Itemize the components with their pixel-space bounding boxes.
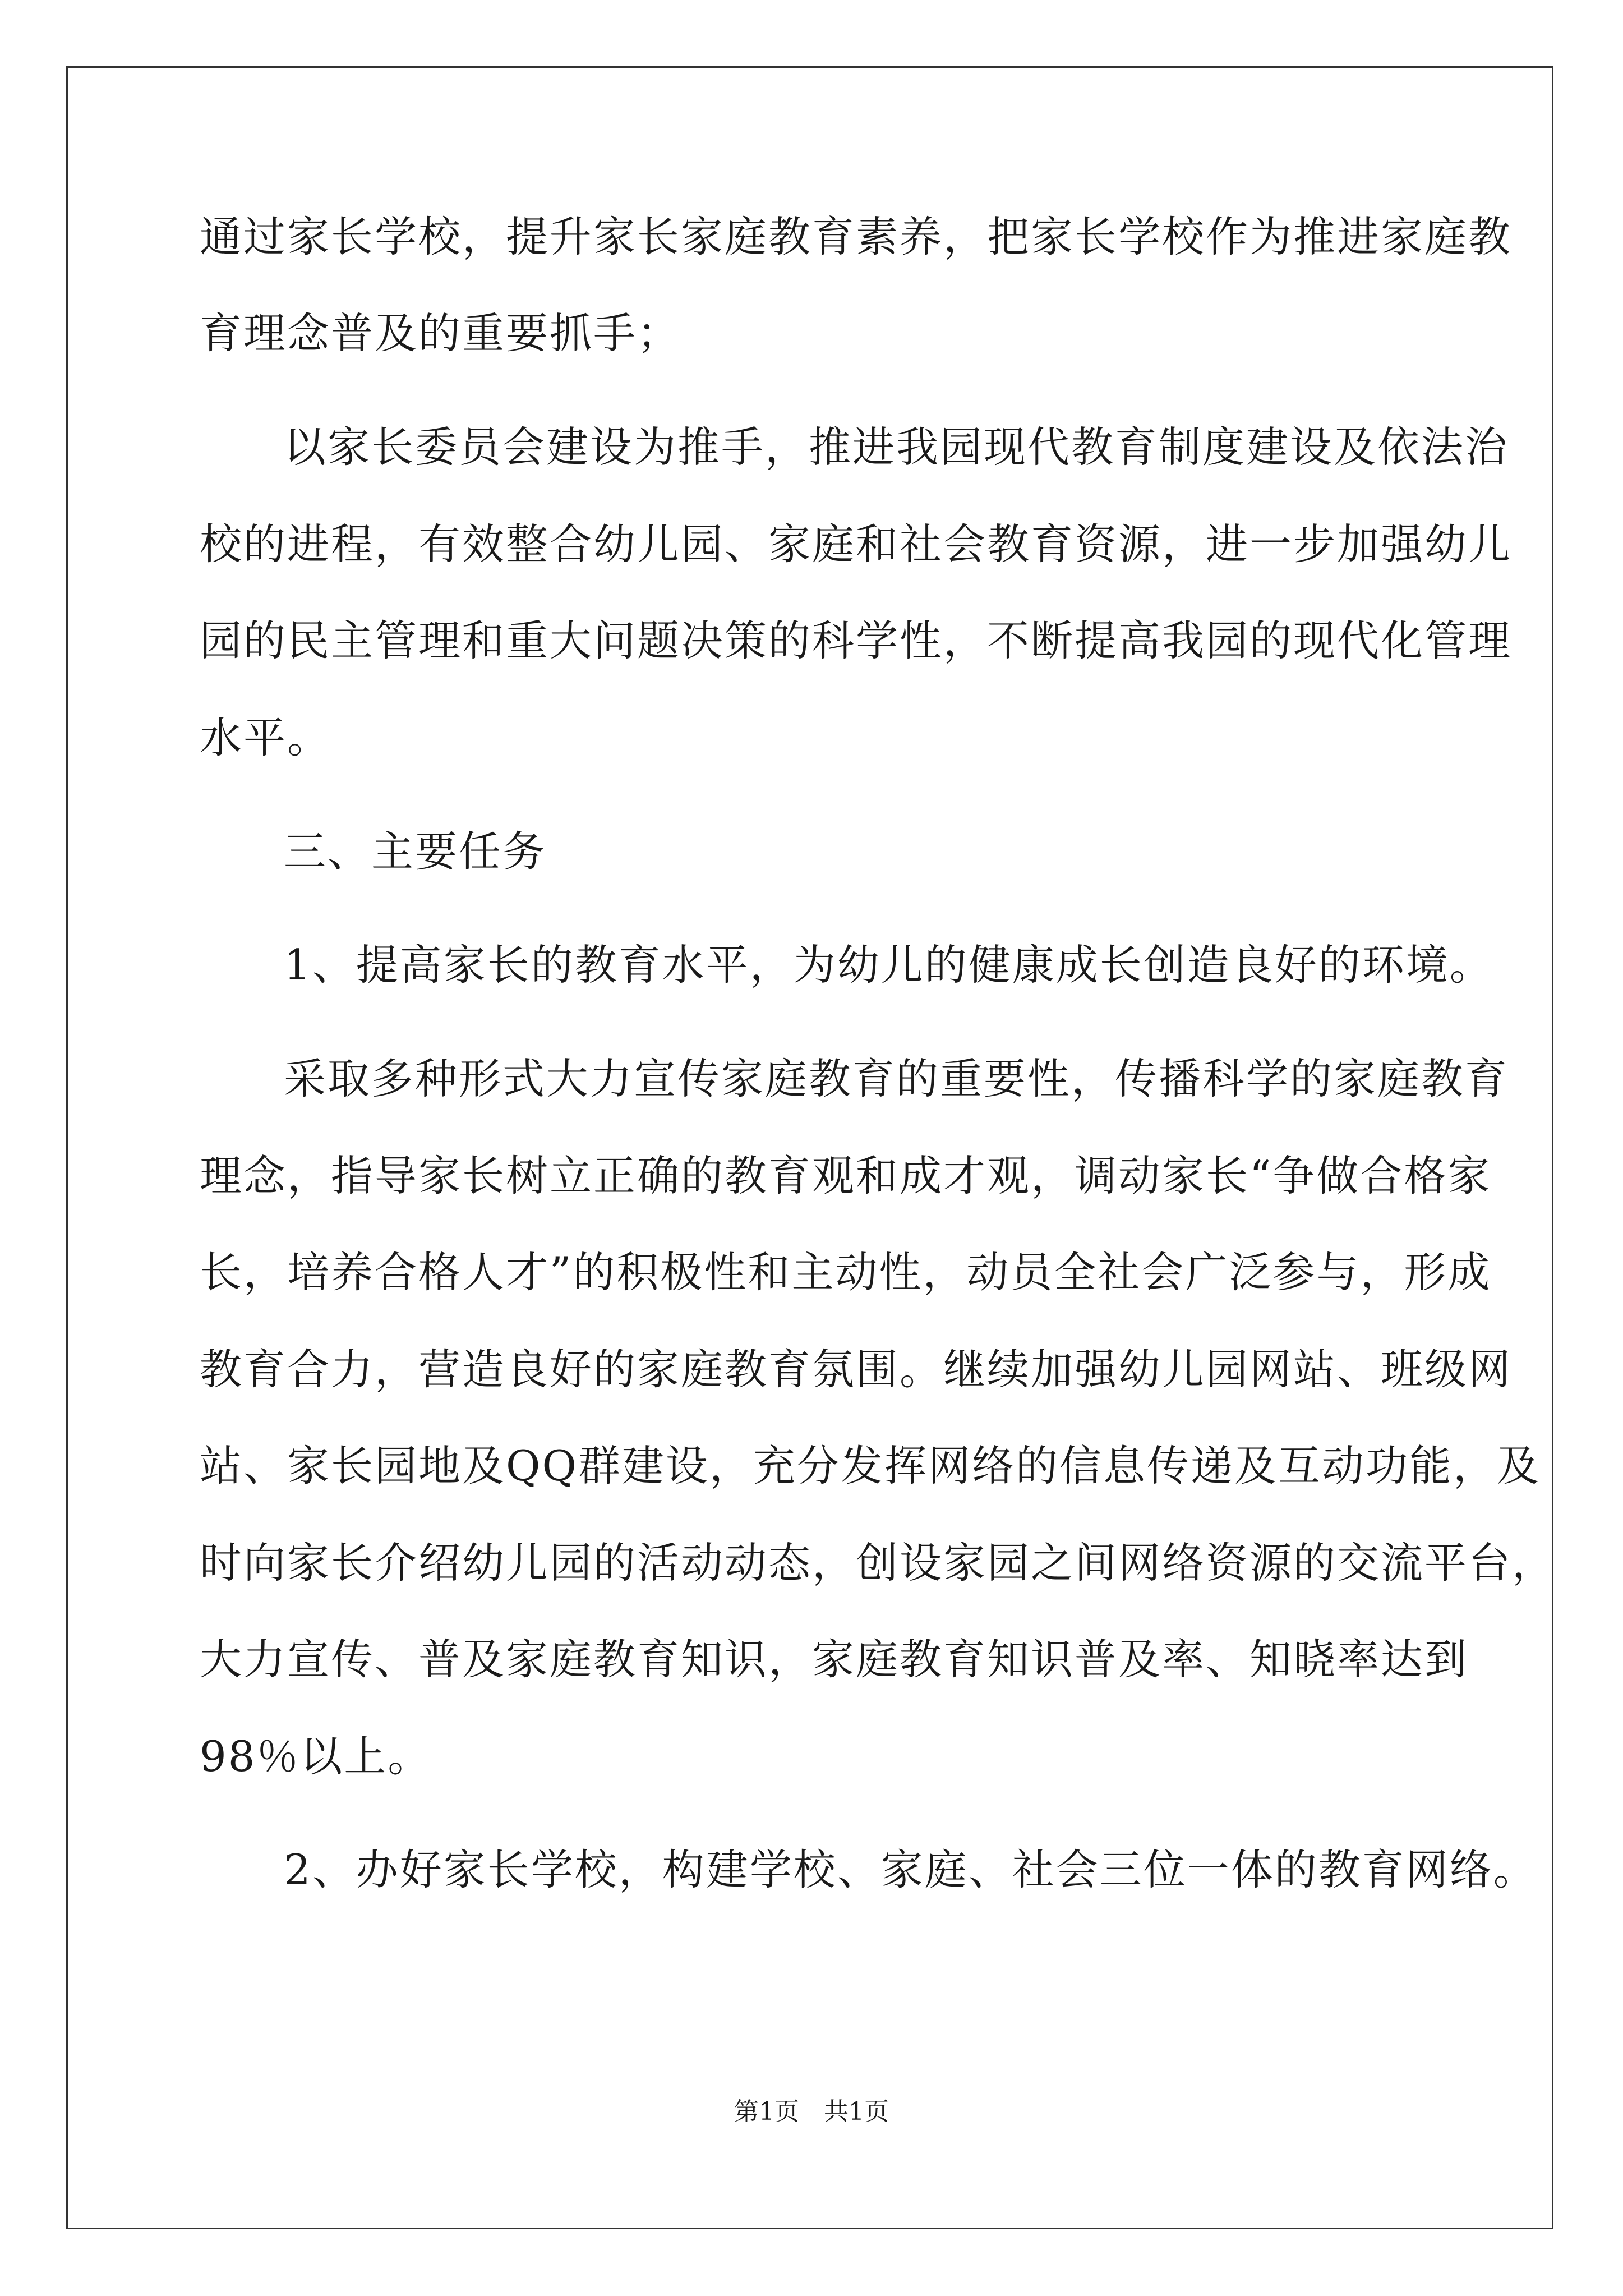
subsection-heading: 1、提高家长的教育水平，为幼儿的健康成长创造良好的环境。 [284, 940, 1493, 990]
text-line: 教育合力，营造良好的家庭教育氛围。继续加强幼儿园网站、班级网 [200, 1345, 1513, 1394]
text-line: 长，培养合格人才”的积极性和主动性，动员全社会广泛参与，形成 [200, 1248, 1492, 1297]
text-line: 98％以上。 [200, 1732, 432, 1781]
text-line: 采取多种形式大力宣传家庭教育的重要性，传播科学的家庭教育 [284, 1054, 1509, 1103]
text-line: 大力宣传、普及家庭教育知识，家庭教育知识普及率、知晓率达到 [200, 1635, 1469, 1684]
text-line: 园的民主管理和重大问题决策的科学性，不断提高我园的现代化管理 [200, 616, 1513, 665]
text-line: 以家长委员会建设为推手，推进我园现代教育制度建设及依法治 [284, 422, 1509, 472]
text-line: 校的进程，有效整合幼儿园、家庭和社会教育资源，进一步加强幼儿 [200, 519, 1513, 569]
subsection-heading: 2、办好家长学校，构建学校、家庭、社会三位一体的教育网络。 [284, 1845, 1537, 1894]
page-footer: 第1页 共1页 [734, 2097, 889, 2126]
text-line: 站、家长园地及QQ群建设，充分发挥网络的信息传递及互动功能，及 [200, 1441, 1541, 1490]
text-line: 时向家长介绍幼儿园的活动动态，创设家园之间网络资源的交流平台， [200, 1538, 1556, 1588]
text-line: 育理念普及的重要抓手； [200, 309, 681, 358]
text-line: 水平。 [200, 713, 331, 762]
section-heading: 三、主要任务 [284, 827, 547, 876]
text-line: 理念，指导家长树立正确的教育观和成才观，调动家长“争做合格家 [200, 1151, 1492, 1200]
text-line: 通过家长学校，提升家长家庭教育素养，把家长学校作为推进家庭教 [200, 212, 1513, 261]
